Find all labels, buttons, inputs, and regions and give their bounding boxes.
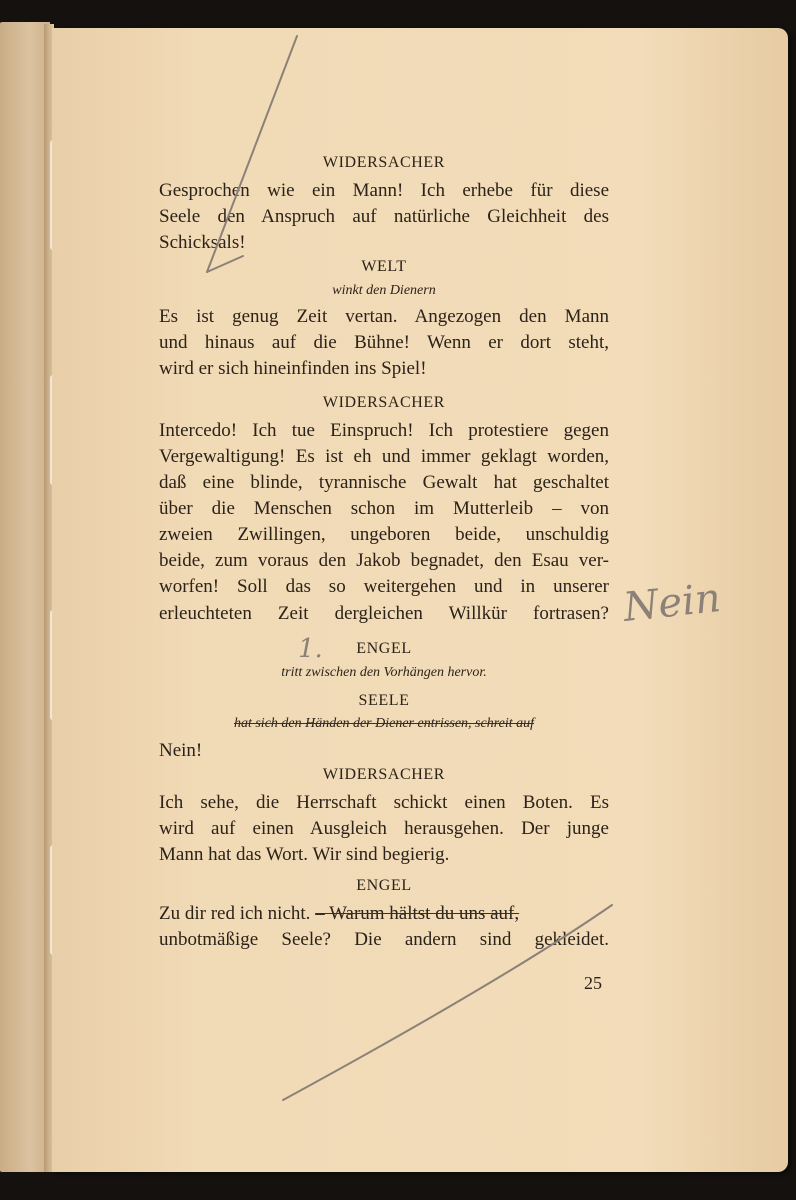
text-line: Mann hat das Wort. Wir sind begierig. [159, 844, 450, 865]
pencil-slash-bottom [283, 905, 612, 1100]
text-line: Intercedo! Ich tue Einspruch! Ich protestiere gegen [159, 420, 609, 441]
text-line: Gesprochen wie ein Mann! Ich erhebe für diese [159, 180, 609, 201]
text-line: wird er sich hineinfinden ins Spiel! [159, 358, 427, 379]
text-line: Es ist genug Zeit vertan. Angezogen den Mann [159, 306, 609, 327]
text-line: erleuchteten Zeit dergleichen Willkür fortrasen? [159, 603, 609, 624]
speaker-seele: SEELE [358, 692, 410, 709]
margin-note: Nein [621, 575, 723, 631]
text-line: über die Menschen schon im Mutterleib – von [159, 498, 609, 519]
speaker-engel: ENGEL [356, 877, 412, 894]
number-mark: 1. [298, 634, 323, 664]
speaker-engel: ENGEL [356, 640, 412, 657]
speaker-widersacher: WIDERSACHER [322, 154, 446, 171]
text-line: Ich sehe, die Herrschaft schickt einen Boten. Es [159, 792, 609, 813]
stage-direction: winkt den Dienern [332, 283, 436, 298]
speaker-widersacher: WIDERSACHER [322, 766, 446, 783]
text-segment: Zu dir red ich nicht. [159, 903, 316, 924]
text-line: worfen! Soll das so weitergehen und in unserer [159, 576, 609, 597]
text-line: daß eine blinde, tyrannische Gewalt hat geschaltet [159, 472, 609, 493]
text-line: und hinaus auf die Bühne! Wenn er dort steht, [159, 332, 609, 353]
text-line: Nein! [159, 740, 203, 761]
pencil-slash-top [207, 36, 297, 272]
struck-text: – Warum hältst du uns auf, [315, 903, 520, 924]
speaker-welt: WELT [361, 258, 407, 275]
stage-direction: tritt zwischen den Vorhängen hervor. [281, 665, 487, 680]
page-number: 25 [584, 973, 602, 993]
speaker-widersacher: WIDERSACHER [322, 394, 446, 411]
text-line: Schicksals! [159, 232, 246, 253]
text-line: zweien Zwillingen, ungeboren beide, unschuldig [159, 524, 609, 545]
text-line: wird auf einen Ausgleich herausgehen. Der junge [159, 818, 609, 839]
stage-direction-struck: hat sich den Händen der Diener entrissen, schreit auf [233, 716, 535, 731]
text-line: unbotmäßige Seele? Die andern sind gekleidet. [159, 929, 609, 950]
text-line: Seele den Anspruch auf natürliche Gleichheit des [159, 206, 609, 227]
text-line: Vergewaltigung! Es ist eh und immer geklagt worden, [159, 446, 609, 467]
text-line: beide, zum voraus den Jakob begnadet, den Esau ver- [159, 550, 609, 571]
